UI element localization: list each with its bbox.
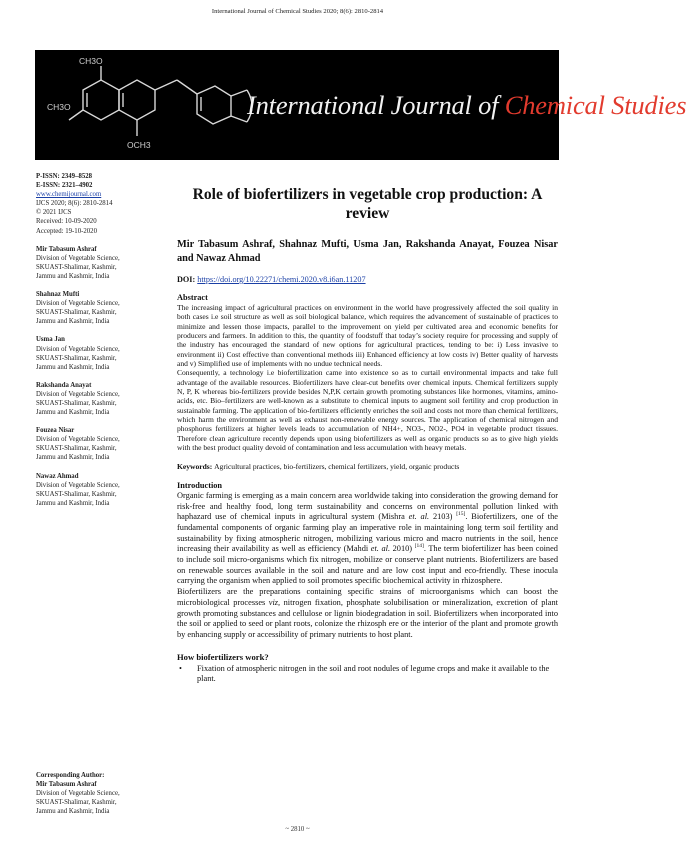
affiliation-line: Jammu and Kashmir, India — [36, 409, 110, 417]
corresponding-line: Division of Vegetable Science, — [36, 790, 120, 798]
svg-text:CH3O: CH3O — [79, 56, 103, 66]
corresponding-line: SKUAST-Shalimar, Kashmir, — [36, 799, 117, 807]
corresponding-author — [36, 771, 171, 816]
doi — [177, 275, 558, 284]
affiliation-block — [36, 381, 171, 417]
introduction-body — [177, 491, 558, 641]
received-date: Received: 10-09-2020 — [36, 218, 97, 226]
affiliation-line: SKUAST-Shalimar, Kashmir, — [36, 354, 117, 362]
affiliation-author-name: Nawaz Ahmad — [36, 472, 79, 480]
journal-website-link[interactable]: www.chemijournal.com — [36, 191, 102, 199]
intro-paragraph: Biofertilizers are the preparations containing specific strains of microorganisms which can boost the microbiological processes viz, nitrogen fixation, phosphate solubilisation or mineralization, excretion of plant growth promoting substances and cellulose or lignin biodegradation in soil. Biofertilizers when incorporated into the soil or applied to seed or plant roots, colonize the rhizosph ere or the interior of the plant and promote growth by enhancing supply or accessibility of primary nutrients to host plant. — [177, 587, 558, 639]
doi-label: DOI: — [177, 275, 198, 284]
affiliation-line: Jammu and Kashmir, India — [36, 318, 110, 326]
affiliation-line: Division of Vegetable Science, — [36, 345, 120, 353]
affiliation-line: Jammu and Kashmir, India — [36, 272, 110, 280]
copyright: © 2021 IJCS — [36, 209, 72, 217]
affiliation-author-name: Rakshanda Anayat — [36, 381, 92, 389]
affiliation-author-name: Mir Tabasum Ashraf — [36, 245, 97, 253]
e-issn: E-ISSN: 2321–4902 — [36, 182, 93, 190]
affiliation-line: Division of Vegetable Science, — [36, 300, 120, 308]
svg-text:OCH3: OCH3 — [127, 140, 151, 150]
article-main — [177, 186, 558, 685]
affiliation-author-name: Fouzea Nisar — [36, 427, 75, 435]
affiliation-author-name: Usma Jan — [36, 336, 65, 344]
doi-link[interactable]: https://doi.org/10.22271/chemi.2020.v8.i6an.11207 — [197, 275, 366, 284]
journal-banner — [35, 50, 686, 160]
affiliation-line: Jammu and Kashmir, India — [36, 363, 110, 371]
article-authors: Mir Tabasum Ashraf, Shahnaz Mufti, Usma Jan, Rakshanda Anayat, Fouzea Nisar and Nawaz Ahmad — [177, 239, 558, 264]
affiliation-list — [36, 245, 171, 508]
svg-text:CH3O: CH3O — [47, 102, 71, 112]
bullet-text: Fixation of atmospheric nitrogen in the soil and root nodules of legume crops and make it available to the plant. — [197, 663, 550, 684]
affiliation-author-name: Shahnaz Mufti — [36, 291, 80, 299]
affiliation-line: Jammu and Kashmir, India — [36, 499, 110, 507]
page-number: ~ 2810 ~ — [285, 826, 310, 833]
corresponding-label: Corresponding Author: — [36, 772, 105, 779]
affiliation-block — [36, 472, 171, 508]
corresponding-name: Mir Tabasum Ashraf — [36, 781, 97, 789]
abstract-paragraph: The increasing impact of agricultural practices on environment in the world have progressively affected the soil quality in both cases i.e soil structure as well as soil biological balance, which requires the advancement of sustainable of practices to minimize and lessen those impacts, parallel to the improvement on yield per cultivated area and economic benefits for producers and farmers. In addition to this, the quantity of foodstuff that today’s society require for processing and supply of the industry has encouraged the standard of new options for agricultural practices, tending to be: i) Less invasive to environment ii) Cost effective than conventional methods iii) Enhanced efficiency at low costs iv) Better quality of harvests and v) Simplified use of implements with no undue technical needs. — [177, 303, 558, 369]
article-title: Role of biofertilizers in vegetable crop production: A review — [192, 186, 543, 222]
p-issn: P-ISSN: 2349–8528 — [36, 173, 93, 180]
abstract-paragraph: Consequently, a technology i.e biofertilization came into existence so as to curtail environmental impacts and take full advantage of the available resources. Biofertilizers have clear-cut benefits over chemical inputs. Chemical fertilizers supply N, P, K whereas bio-fertilizers provide besides N,P,K certain growth promoting substances like hormones, vitamins, amino-acids, etc. Bio–fertilizers are well-known as a substitute to chemical inputs to augment soil fertility and crop production in sustainable farming. The application of bio-fertilizers efficiently enriches the soil and costs not more than chemical fertilizers, which harm the environment as well as exhaust non-renewable energy sources. The application of chemical nitrogen and phosphorus fertilizers at higher levels leads to accumulation of NH4+, NO3-, NO2-, PO4 in vegetable product tissues. Therefore clean agriculture recently depends upon using biofertilizers as well as organic products so as to give high yields with the best product quality devoid of contamination and less accumulation with heavy metals. — [177, 368, 558, 453]
affiliation-line: SKUAST-Shalimar, Kashmir, — [36, 263, 117, 271]
abstract-heading: Abstract — [177, 293, 208, 302]
bullet-item — [177, 664, 558, 685]
running-head: International Journal of Chemical Studies 2020; 8(6): 2810-2814 — [211, 8, 384, 15]
how-biofertilizers-work-heading: How biofertilizers work? — [177, 651, 269, 662]
affiliation-block — [36, 290, 171, 326]
affiliation-line: SKUAST-Shalimar, Kashmir, — [36, 399, 117, 407]
keywords-label: Keywords: — [177, 461, 215, 471]
citation-ref: [14] — [414, 543, 424, 550]
journal-meta — [36, 172, 171, 236]
keywords — [177, 462, 558, 471]
accepted-date: Accepted: 19-10-2020 — [36, 227, 97, 235]
affiliation-line: Division of Vegetable Science, — [36, 436, 120, 444]
affiliation-line: SKUAST-Shalimar, Kashmir, — [36, 309, 117, 317]
affiliation-line: Division of Vegetable Science, — [36, 254, 120, 262]
keywords-text: Agricultural practices, bio-fertilizers, chemical fertilizers, yield, organic products — [214, 461, 460, 471]
affiliation-line: Jammu and Kashmir, India — [36, 454, 110, 462]
affiliation-line: SKUAST-Shalimar, Kashmir, — [36, 445, 117, 453]
bullet-icon: • — [179, 663, 182, 673]
affiliation-block — [36, 335, 171, 371]
journal-name: International Journal of Chemical Studies — [247, 90, 686, 120]
ijcs-volume: IJCS 2020; 8(6): 2810-2814 — [36, 200, 113, 208]
intro-paragraph: Organic farming is emerging as a main concern area worldwide taking into consideration the growing demand for risk-free and healthy food, long term sustainability and concerns on environmental pollution linked with haphazard use of chemical inputs in agricultural system (Mishra et. al. 2103) [15]. Biofertilizers, one of the fundamental components of organic farming play an imperative role in maintaining long term soil fertility and sustainability by fixing atmospheric nitrogen, mobilizing various micro and macro nutrients in the soil, hence increasing their availability as well as efficiency (Mahdi et. al. 2010) [14]. The term biofertilizer has been coined to include soil micro-organisms which fix nitrogen, mobilize or conserve plant nutrients. Biofertilizers are based on renewable sources available in the soil and nature and are low cost input and eco-friendly. These inocula carrying the organism when applied to soil promotes specific biochemical activity in rhizosphere. — [177, 490, 558, 586]
sidebar — [36, 172, 171, 508]
affiliation-line: Division of Vegetable Science, — [36, 481, 120, 489]
affiliation-line: Division of Vegetable Science, — [36, 390, 120, 398]
affiliation-line: SKUAST-Shalimar, Kashmir, — [36, 490, 117, 498]
affiliation-block — [36, 426, 171, 462]
introduction-heading: Introduction — [177, 480, 223, 490]
affiliation-block — [36, 245, 171, 281]
corresponding-line: Jammu and Kashmir, India — [36, 808, 110, 816]
citation-ref: [15] — [456, 511, 466, 518]
